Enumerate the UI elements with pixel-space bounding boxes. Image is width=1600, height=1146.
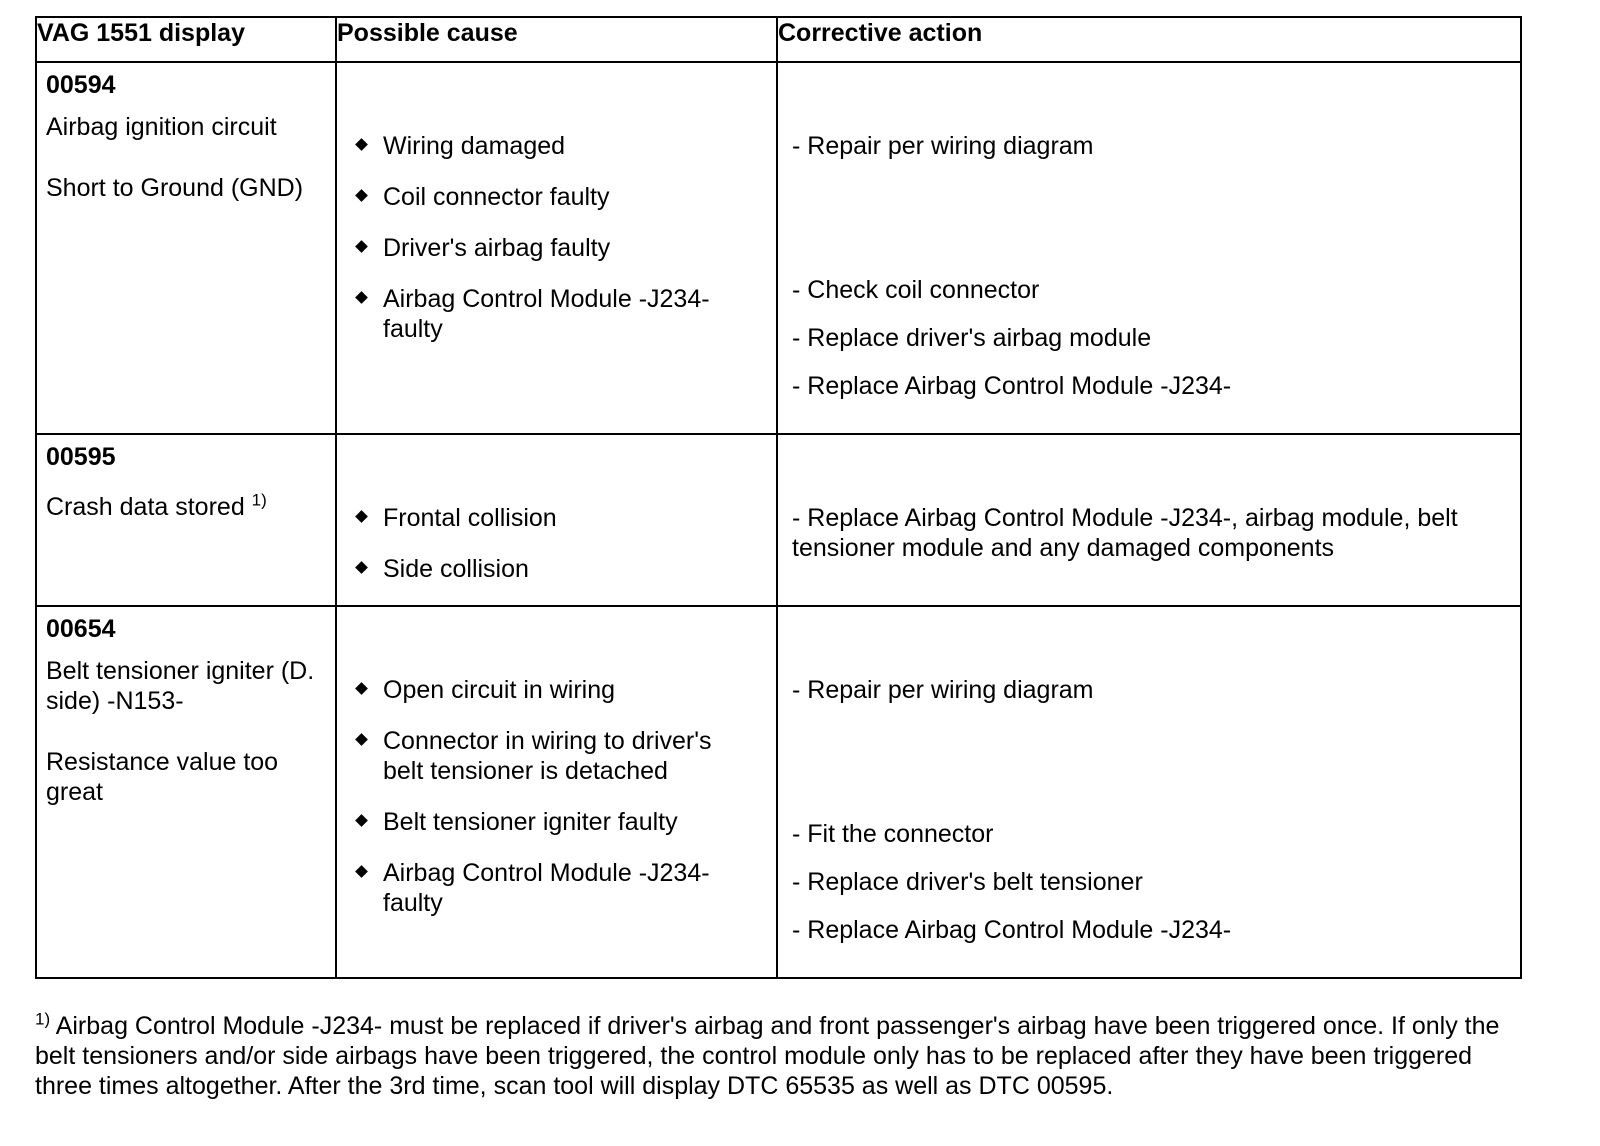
diagnostic-table (35, 16, 1522, 979)
header-corrective-action: Corrective action (777, 17, 1521, 62)
cause-cell (336, 62, 777, 434)
cause-item: Airbag Control Module -J234- faulty (357, 858, 756, 918)
cause-item: Side collision (357, 554, 756, 584)
header-vag-display: VAG 1551 display (36, 17, 336, 62)
header-possible-cause: Possible cause (336, 17, 777, 62)
bullet-diamond-icon (355, 814, 368, 827)
bullet-diamond-icon (355, 189, 368, 202)
bullet-diamond-icon (355, 138, 368, 151)
bullet-diamond-icon (355, 865, 368, 878)
footnote (35, 1011, 1525, 1101)
action-cell (777, 62, 1521, 434)
action-item: - Replace driver's belt tensioner (792, 868, 1143, 896)
fault-description: Belt tensioner igniter (D. side) -N153- (46, 657, 315, 715)
fault-description: Resistance value too great (46, 748, 279, 806)
action-item: - Fit the connector (792, 820, 994, 848)
fault-description: Short to Ground (GND) (46, 174, 304, 202)
display-cell (36, 434, 336, 606)
fault-description: Crash data stored $^{1)}$ (46, 490, 267, 521)
fault-code: 00654 (46, 615, 116, 643)
cause-item: Wiring damaged (357, 131, 756, 161)
cause-item: Open circuit in wiring (357, 675, 756, 705)
cause-cell (336, 606, 777, 978)
action-item: - Repair per wiring diagram (792, 132, 1094, 160)
table-row (36, 434, 1521, 606)
bullet-diamond-icon (355, 733, 368, 746)
table-row (36, 62, 1521, 434)
cause-item: Belt tensioner igniter faulty (357, 807, 756, 837)
cause-item: Connector in wiring to driver's belt tensioner is detached (357, 726, 756, 786)
bullet-diamond-icon (355, 561, 368, 574)
action-item: - Replace driver's airbag module (792, 324, 1152, 352)
cause-cell (336, 434, 777, 606)
bullet-diamond-icon (355, 510, 368, 523)
action-item: - Replace Airbag Control Module -J234- (792, 372, 1232, 400)
action-item: - Replace Airbag Control Module -J234- (792, 916, 1232, 944)
action-cell (777, 434, 1521, 606)
action-item: - Repair per wiring diagram (792, 676, 1094, 704)
fault-code: 00595 (46, 443, 116, 471)
footnote-marker: 1) (251, 490, 267, 510)
cause-item: Airbag Control Module -J234- faulty (357, 284, 756, 344)
bullet-diamond-icon (355, 682, 368, 695)
table-row (36, 606, 1521, 978)
cause-item: Driver's airbag faulty (357, 233, 756, 263)
action-item: - Replace Airbag Control Module -J234-, airbag module, belt tensioner module and any damaged components (792, 504, 1458, 562)
action-item: - Check coil connector (792, 276, 1040, 304)
action-cell (777, 606, 1521, 978)
fault-description: Airbag ignition circuit (46, 113, 277, 141)
fault-code: 00594 (46, 71, 116, 99)
bullet-diamond-icon (355, 240, 368, 253)
cause-item: Frontal collision (357, 503, 756, 533)
footnote-marker: 1) (35, 1009, 51, 1029)
table-header-row (36, 17, 1521, 62)
cause-item: Coil connector faulty (357, 182, 756, 212)
display-cell (36, 62, 336, 434)
footnote-text: Airbag Control Module -J234- must be replaced if driver's airbag and front passenger's airbag have been triggered once. If only the belt tensioners and/or side airbags have been triggered, the control module only has to be replaced after they have been triggered three times altogether. After the 3rd time, scan tool will display DTC 65535 as well as DTC 00595. (35, 1012, 1500, 1100)
display-cell (36, 606, 336, 978)
bullet-diamond-icon (355, 291, 368, 304)
